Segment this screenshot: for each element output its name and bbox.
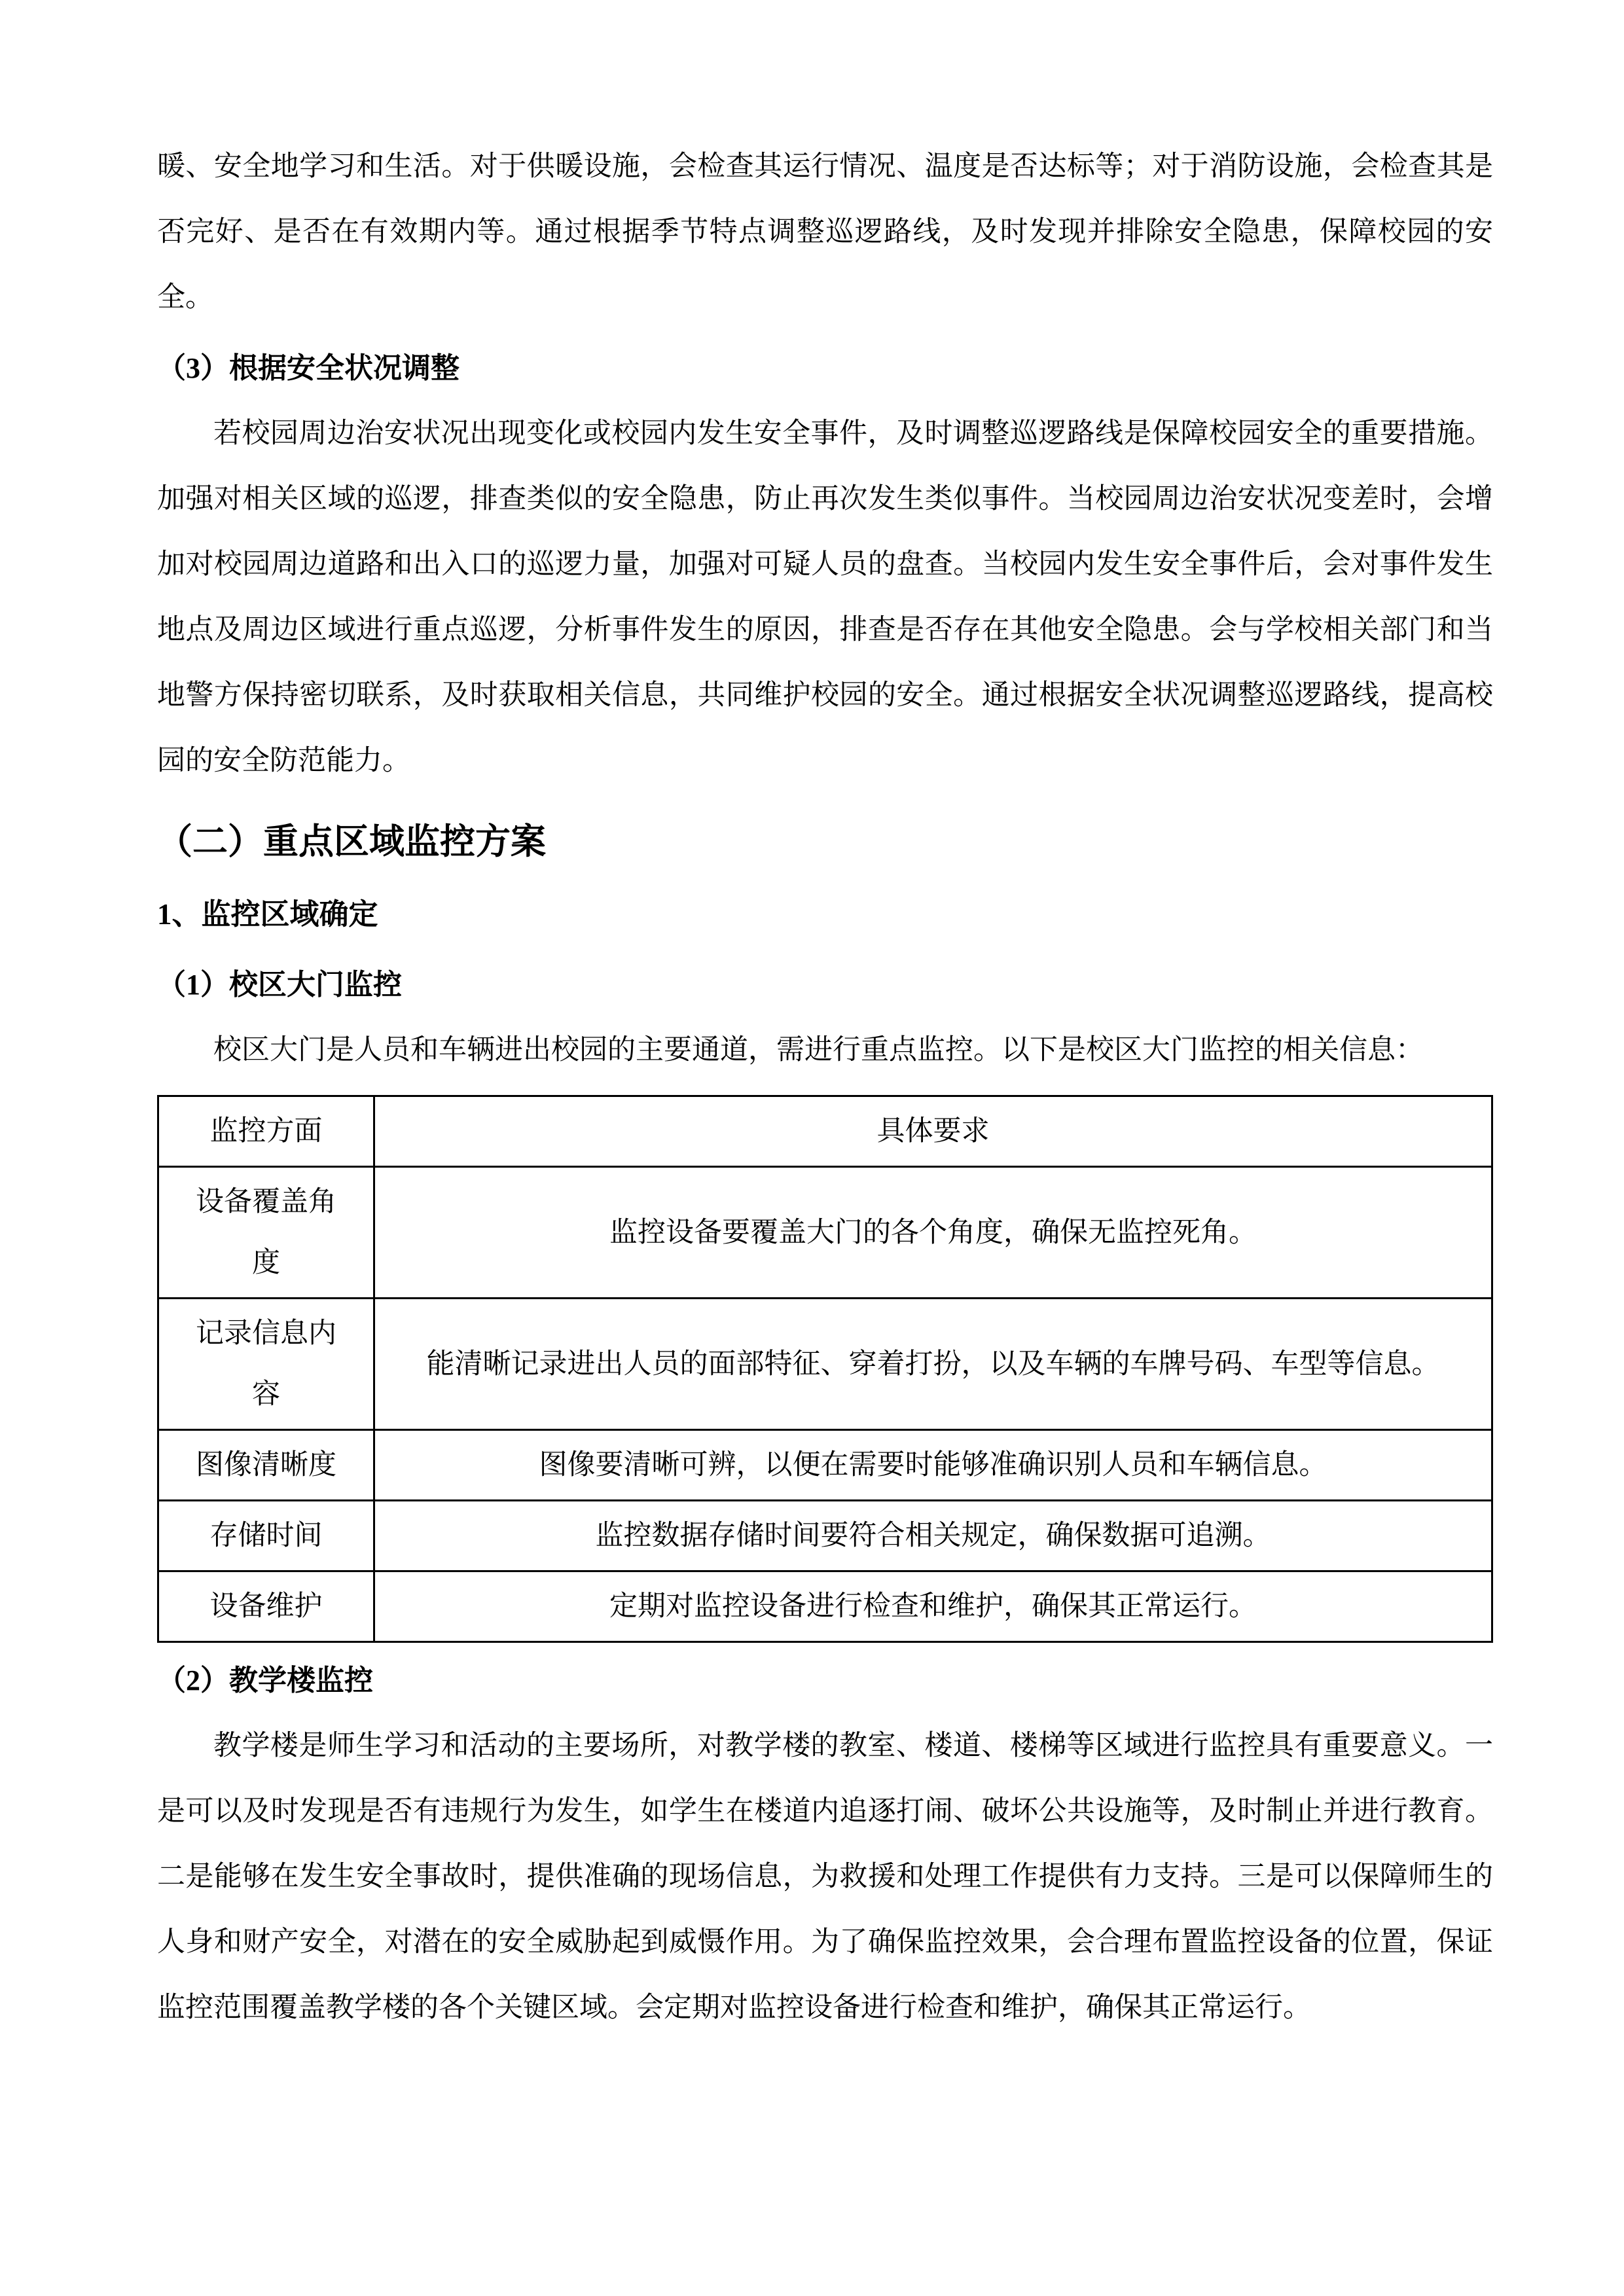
table-header-aspect: 监控方面 bbox=[158, 1096, 374, 1167]
table-cell-aspect: 存储时间 bbox=[158, 1501, 374, 1571]
table-cell-aspect: 图像清晰度 bbox=[158, 1430, 374, 1501]
table-cell-requirement: 监控数据存储时间要符合相关规定，确保数据可追溯。 bbox=[374, 1501, 1492, 1571]
continuation-paragraph: 暖、安全地学习和生活。对于供暖设施，会检查其运行情况、温度是否达标等；对于消防设施，会检查其是否完好、是否在有效期内等。通过根据季节特点调整巡逻路线，及时发现并排除安全隐患，保障校园的安全。 bbox=[157, 151, 1493, 313]
paragraph-teaching-building-monitoring: 教学楼是师生学习和活动的主要场所，对教学楼的教室、楼道、楼梯等区域进行监控具有重要意义。一是可以及时发现是否有违规行为发生，如学生在楼道内追逐打闹、破坏公共设施等，及时制止并进行教育。二是能够在发生安全事故时，提供准确的现场信息，为救援和处理工作提供有力支持。三是可以保障师生的人身和财产安全，对潜在的安全威胁起到威慑作用。为了确保监控效果，会合理布置监控设备的位置，保证监控范围覆盖教学楼的各个关键区域。会定期对监控设备进行检查和维护，确保其正常运行。 bbox=[157, 1731, 1493, 2023]
table-cell-aspect: 记录信息内容 bbox=[158, 1299, 374, 1430]
paragraph-campus-gate-monitoring: 校区大门是人员和车辆进出校园的主要通道，需进行重点监控。以下是校区大门监控的相关信息： bbox=[213, 1035, 1424, 1066]
heading-key-area-monitoring-plan: （二）重点区域监控方案 bbox=[157, 822, 546, 861]
table-cell-requirement: 能清晰记录进出人员的面部特征、穿着打扮，以及车辆的车牌号码、车型等信息。 bbox=[374, 1299, 1492, 1430]
table-row bbox=[158, 1299, 1492, 1430]
heading-campus-gate-monitoring: （1）校区大门监控 bbox=[157, 969, 402, 1001]
gate-monitoring-table bbox=[157, 1095, 1493, 1643]
paragraph-adjust-by-security-status: 若校园周边治安状况出现变化或校园内发生安全事件，及时调整巡逻路线是保障校园安全的重要措施。加强对相关区域的巡逻，排查类似的安全隐患，防止再次发生类似事件。当校园周边治安状况变差时，会增加对校园周边道路和出入口的巡逻力量，加强对可疑人员的盘查。当校园内发生安全事件后，会对事件发生地点及周边区域进行重点巡逻，分析事件发生的原因，排查是否存在其他安全隐患。会与学校相关部门和当地警方保持密切联系，及时获取相关信息，共同维护校园的安全。通过根据安全状况调整巡逻路线，提高校园的安全防范能力。 bbox=[157, 418, 1493, 776]
heading-monitoring-area-determination: 1、监控区域确定 bbox=[157, 898, 378, 931]
table-cell-requirement: 监控设备要覆盖大门的各个角度，确保无监控死角。 bbox=[374, 1167, 1492, 1299]
table-cell-requirement: 定期对监控设备进行检查和维护，确保其正常运行。 bbox=[374, 1571, 1492, 1642]
table-header-row bbox=[158, 1096, 1492, 1167]
heading-adjust-by-security-status: （3）根据安全状况调整 bbox=[157, 352, 460, 384]
table-row bbox=[158, 1571, 1492, 1642]
table-row bbox=[158, 1501, 1492, 1571]
table-header-requirement: 具体要求 bbox=[374, 1096, 1492, 1167]
table-row bbox=[158, 1430, 1492, 1501]
table-cell-aspect: 设备维护 bbox=[158, 1571, 374, 1642]
table-cell-requirement: 图像要清晰可辨，以便在需要时能够准确识别人员和车辆信息。 bbox=[374, 1430, 1492, 1501]
table-cell-aspect: 设备覆盖角度 bbox=[158, 1167, 374, 1299]
table-row bbox=[158, 1167, 1492, 1299]
heading-teaching-building-monitoring: （2）教学楼监控 bbox=[157, 1664, 373, 1696]
